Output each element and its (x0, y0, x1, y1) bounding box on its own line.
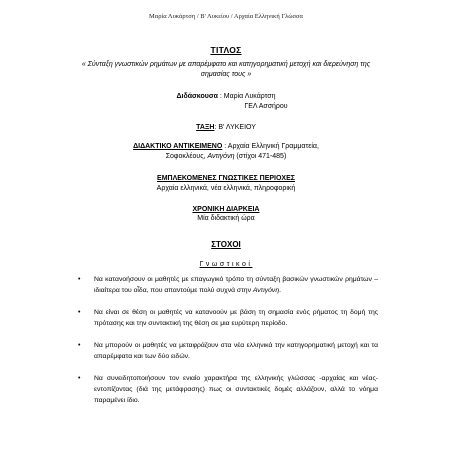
areas-heading: ΕΜΠΛΕΚΟΜΕΝΕΣ ΓΝΩΣΤΙΚΕΣ ΠΕΡΙΟΧΕΣ (157, 175, 295, 182)
duration-heading: ΧΡΟΝΙΚΗ ΔΙΑΡΚΕΙΑ (192, 206, 260, 213)
bullet-icon: • (78, 309, 81, 316)
object-author: Σοφοκλέους, (165, 153, 208, 160)
subject-object-line-2 (0, 152, 452, 162)
teacher-name: : Μαρία Λυκάρτση (219, 93, 276, 100)
subject-object-line (0, 142, 452, 152)
list-item: • Να είναι σε θέση οι μαθητές να κατανοούν με βάση τη σημασία ενός ρήματος τη δομή της πρότασης και την συντακτική της θέση σε μια ευρύτερη περίοδο. (78, 309, 378, 327)
lesson-subject: « Σύνταξη γνωστικών ρημάτων με απαρέμφατο και κατηγορηματική μετοχή και διερεύνηση της σημασίας τους » (81, 61, 371, 78)
object-value: : Αρχαία Ελληνική Γραμματεία, (224, 143, 319, 150)
goals-subheading: Γνωστικοί (199, 261, 253, 268)
list-item: • Να κατανοήσουν οι μαθητές με επαγωγικό τρόπο τη σύνταξη βασικών γνωστικών ρημάτων – ιδιαίτερα του οἶδα, που απαντούμε πολύ συχνά στην Αντιγόνη. (78, 276, 378, 294)
class-line (0, 123, 452, 133)
class-label: ΤΑΞΗ (196, 124, 215, 131)
goals-list (78, 274, 378, 417)
document-title: ΤΙΤΛΟΣ (210, 45, 242, 55)
bullet-icon: • (78, 375, 81, 382)
list-item: • Να συνειδητοποιήσουν τον ενιαίο χαρακτήρα της ελληνικής γλώσσας -αρχαίας και νέας- εντοπίζοντας (διά της μετάφρασης) πως οι συντακτικές δομές αλλάζουν, αλλά το νόημα παραμένει ίδιο. (78, 375, 378, 404)
school-line: ΓΕΛ Ασσήρου (244, 103, 288, 110)
teacher-line (0, 92, 452, 102)
bullet-icon: • (78, 276, 81, 283)
object-verses: (στίχοι 471-485) (234, 153, 287, 160)
goals-heading: ΣΤΟΧΟΙ (211, 240, 241, 249)
areas-value: Αρχαία ελληνικά, νέα ελληνικά, πληροφορική (156, 185, 296, 192)
bullet-icon: • (78, 342, 81, 349)
class-value: : Β' ΛΥΚΕΙΟΥ (214, 124, 256, 131)
list-item: • Να μπορούν οι μαθητές να μεταφράζουν στα νέα ελληνικά την κατηγορηματική μετοχή και τα απαρέμφατα και των δύο ειδών. (78, 342, 378, 360)
duration-value: Μία διδακτική ώρα (197, 215, 255, 222)
object-label: ΔΙΔΑΚΤΙΚΟ ΑΝΤΙΚΕΙΜΕΝΟ (133, 143, 223, 150)
object-work: Αντιγόνη (207, 153, 235, 160)
page-header: Μαρία Λυκάρτση / Β' Λυκείου / Αρχαία Ελληνική Γλώσσα (149, 13, 303, 20)
teacher-label: Διδάσκουσα (176, 93, 218, 100)
